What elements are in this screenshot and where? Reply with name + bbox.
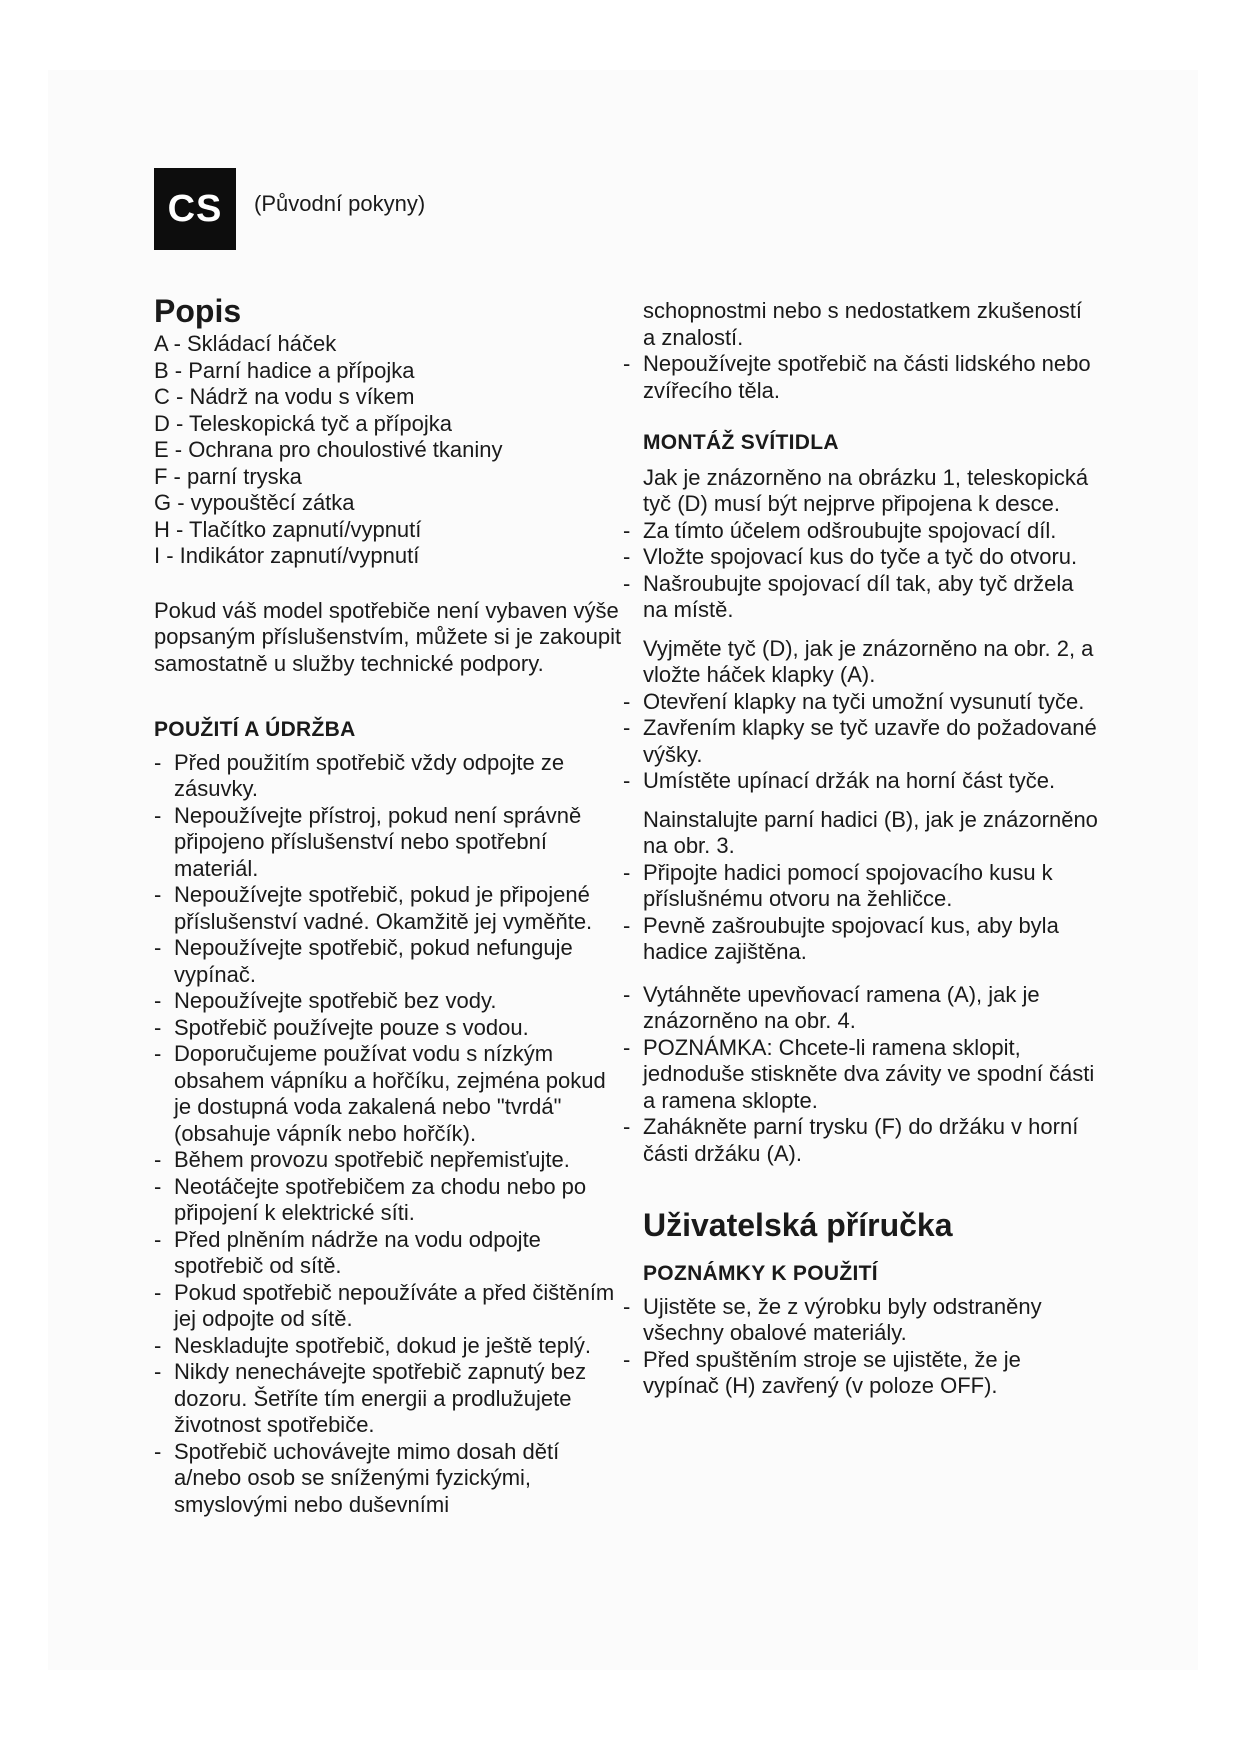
use-maintenance-list	[154, 750, 624, 1519]
mounting-steps-4	[643, 982, 1098, 1168]
list-item: - Pevně zašroubujte spojovací kus, aby byla hadice zajištěna.	[623, 913, 1098, 966]
list-item: - Zahákněte parní trysku (F) do držáku v horní části držáku (A).	[623, 1114, 1098, 1167]
list-item: - Spotřebič uchovávejte mimo dosah dětí a/nebo osob se sníženými fyzickými, smyslovými nebo duševními	[154, 1439, 624, 1519]
list-item: - Pokud spotřebič nepoužíváte a před čištěním jej odpojte od sítě.	[154, 1280, 624, 1333]
list-item: - Před použitím spotřebič vždy odpojte ze zásuvky.	[154, 750, 624, 803]
list-item: - Nepoužívejte spotřebič bez vody.	[154, 988, 624, 1015]
list-item: - Nepoužívejte přístroj, pokud není správně připojeno příslušenství nebo spotřební materiál.	[154, 803, 624, 883]
accessory-note: Pokud váš model spotřebiče není vybaven výše popsaným příslušenstvím, můžete si je zakoupit samostatně u služby technické podpory.	[154, 597, 622, 676]
list-item: - Spotřebič používejte pouze s vodou.	[154, 1015, 624, 1042]
right-column	[643, 298, 1098, 1400]
list-item: - Vytáhněte upevňovací ramena (A), jak je znázorněno na obr. 4.	[623, 982, 1098, 1035]
list-item: - Před spuštěním stroje se ujistěte, že je vypínač (H) zavřený (v poloze OFF).	[623, 1347, 1098, 1400]
list-item: - Během provozu spotřebič nepřemisťujte.	[154, 1147, 624, 1174]
part-item: D - Teleskopická tyč a přípojka	[154, 410, 452, 436]
list-item: - POZNÁMKA: Chcete-li ramena sklopit, jednoduše stiskněte dva závity ve spodní části a ramena sklopte.	[623, 1035, 1098, 1115]
part-item: H - Tlačítko zapnutí/vypnutí	[154, 516, 422, 542]
list-item: - Neotáčejte spotřebičem za chodu nebo po připojení k elektrické síti.	[154, 1174, 624, 1227]
mounting-steps-2	[643, 689, 1098, 795]
part-item: B - Parní hadice a přípojka	[154, 357, 415, 383]
continued-list	[643, 351, 1098, 404]
description-title: Popis	[154, 293, 242, 329]
list-item: - Našroubujte spojovací díl tak, aby tyč držela na místě.	[623, 571, 1098, 624]
list-item: - Vložte spojovací kus do tyče a tyč do otvoru.	[623, 544, 1098, 571]
list-item: - Otevření klapky na tyči umožní vysunutí tyče.	[623, 689, 1098, 716]
usage-notes-list	[643, 1294, 1098, 1400]
list-item: - Doporučujeme používat vodu s nízkým obsahem vápníku a hořčíku, zejména pokud je dostupná voda zakalená nebo "tvrdá" (obsahuje vápník nebo hořčík).	[154, 1041, 624, 1147]
part-item: I - Indikátor zapnutí/vypnutí	[154, 543, 420, 568]
list-item: - Neskladujte spotřebič, dokud je ještě teplý.	[154, 1333, 624, 1360]
list-item: - Nepoužívejte spotřebič na části lidského nebo zvířecího těla.	[623, 351, 1098, 404]
part-item: E - Ochrana pro choulostivé tkaniny	[154, 437, 503, 462]
usage-notes-heading: POZNÁMKY K POUŽITÍ	[643, 1262, 878, 1285]
mounting-paragraph-3: Nainstalujte parní hadici (B), jak je znázorněno na obr. 3.	[643, 806, 1098, 858]
list-item: - Zavřením klapky se tyč uzavře do požadované výšky.	[623, 715, 1098, 768]
mounting-steps-1	[643, 518, 1098, 624]
left-column	[154, 293, 624, 1518]
list-item: - Nepoužívejte spotřebič, pokud je připojené příslušenství vadné. Okamžitě jej vyměňte.	[154, 882, 624, 935]
continued-text: schopnostmi nebo s nedostatkem zkušeností a znalostí.	[643, 298, 1083, 350]
part-item: C - Nádrž na vodu s víkem	[154, 384, 415, 409]
list-item: - Umístěte upínací držák na horní část tyče.	[623, 768, 1098, 795]
part-item: G - vypouštěcí zátka	[154, 490, 355, 515]
user-manual-title: Uživatelská příručka	[643, 1207, 953, 1243]
parts-list	[154, 331, 624, 570]
list-item: - Před plněním nádrže na vodu odpojte spotřebič od sítě.	[154, 1227, 624, 1280]
list-item: - Nikdy nenechávejte spotřebič zapnutý bez dozoru. Šetříte tím energii a prodlužujete životnost spotřebiče.	[154, 1359, 624, 1439]
list-item: - Ujistěte se, že z výrobku byly odstraněny všechny obalové materiály.	[623, 1294, 1098, 1347]
use-maintenance-heading: POUŽITÍ A ÚDRŽBA	[154, 718, 356, 741]
original-instructions-label: (Původní pokyny)	[254, 191, 426, 216]
language-badge: CS	[154, 168, 236, 250]
list-item: - Nepoužívejte spotřebič, pokud nefunguje vypínač.	[154, 935, 624, 988]
mounting-intro: Jak je znázorněno na obrázku 1, teleskopická tyč (D) musí být nejprve připojena k desce.	[643, 464, 1089, 516]
list-item: - Za tímto účelem odšroubujte spojovací díl.	[623, 518, 1098, 545]
mounting-steps-3	[643, 860, 1098, 966]
mounting-paragraph-2: Vyjměte tyč (D), jak je znázorněno na obr. 2, a vložte háček klapky (A).	[643, 635, 1094, 687]
part-item: A - Skládací háček	[154, 331, 337, 356]
mounting-heading: MONTÁŽ SVÍTIDLA	[643, 431, 839, 454]
part-item: F - parní tryska	[154, 463, 302, 489]
list-item: - Připojte hadici pomocí spojovacího kusu k příslušnému otvoru na žehličce.	[623, 860, 1098, 913]
